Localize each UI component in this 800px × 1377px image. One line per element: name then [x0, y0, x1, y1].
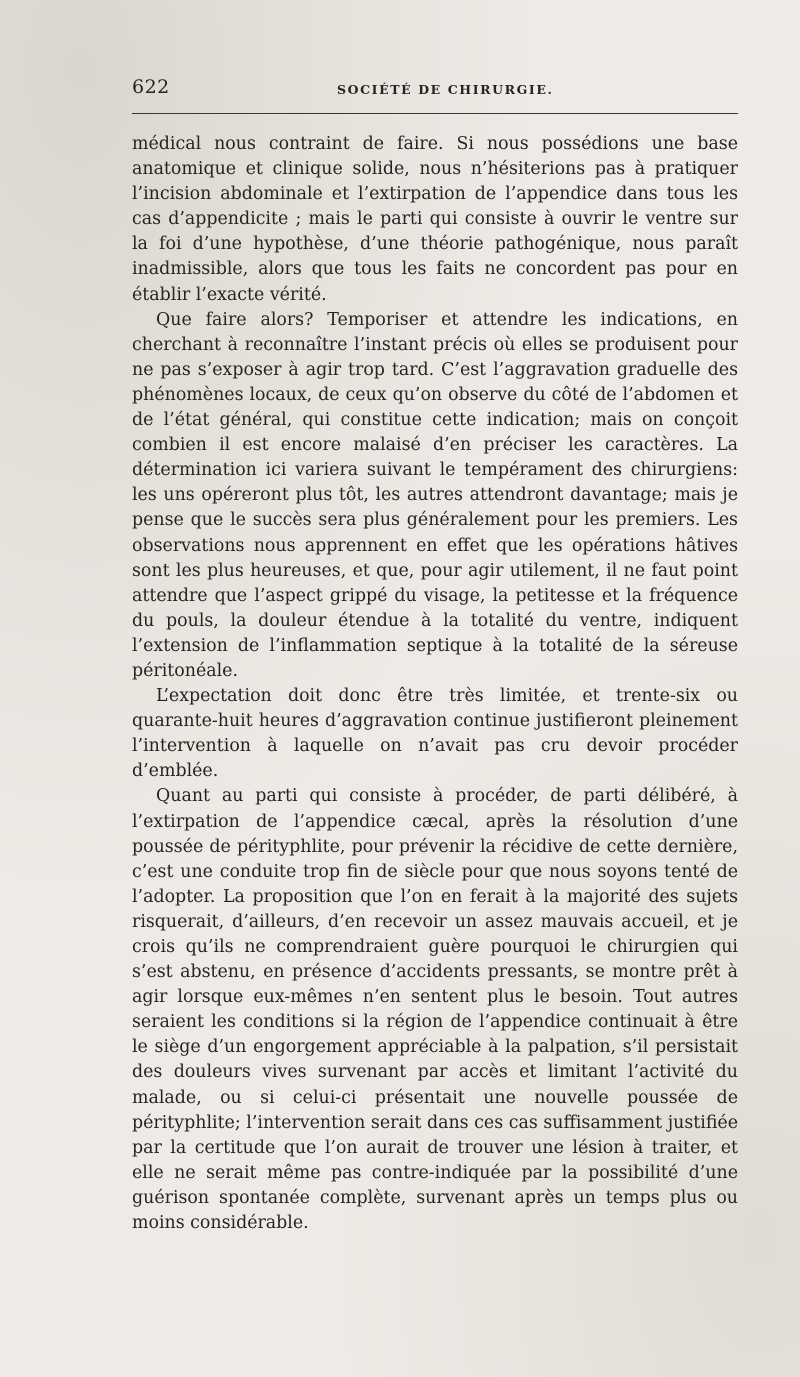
- paragraph-continuation: médical nous contraint de faire. Si nous possédions une base anatomique et clinique solide, nous n’hésiterions pas à pratiquer l’incision abdominale et l’extirpation de l’appendice dans tous les cas d’appendicite ; mais le parti qui consiste à ouvrir le ventre sur la foi d’une hypothèse, d’une théorie pathogénique, nous paraît inadmissible, alors que tous les faits ne concordent pas pour en établir l’exacte vérité.: [132, 134, 738, 305]
- paragraph: Quant au parti qui consiste à procéder, de parti délibéré, à l’extirpation de l’appendice cæcal, après la résolution d’une poussée de pérityphlite, pour prévenir la récidive de cette dernière, c’est une conduite trop fin de siècle pour que nous soyons tenté de l’adopter. La proposition que l’on en ferait à la majorité des sujets risquerait, d’ailleurs, d’en recevoir un assez mauvais accueil, et je crois qu’ils ne comprendraient guère pourquoi le chirurgien qui s’est abstenu, en présence d’accidents pressants, se montre prêt à agir lorsque eux-mêmes n’en sentent plus le besoin. Tout autres seraient les conditions si la région de l’appendice continuait à être le siège d’un engorgement appréciable à la palpation, s’il persistait des douleurs vives survenant par accès et limitant l’activité du malade, ou si celui-ci présentait une nouvelle poussée de pérityphlite; l’intervention serait dans ces cas suffisamment justifiée par la certitude que l’on aurait de trouver une lésion à traiter, et elle ne serait même pas contre-indiquée par la possibilité d’une guérison spontanée complète, survenant après un temps plus ou moins considérable.: [132, 786, 738, 1234]
- paragraph: L’expectation doit donc être très limitée, et trente-six ou quarante-huit heures d’aggravation continue justifieront pleinement l’intervention à laquelle on n’avait pas cru devoir procéder d’emblée.: [132, 686, 738, 782]
- body-text: [132, 132, 738, 1236]
- running-title: SOCIÉTÉ DE CHIRURGIE.: [337, 82, 554, 97]
- header-rule: [132, 113, 738, 114]
- page-number: 622: [132, 76, 170, 98]
- page-header: [132, 76, 738, 100]
- paragraph: Que faire alors? Temporiser et attendre les indications, en cherchant à reconnaître l’instant précis où elles se produisent pour ne pas s’exposer à agir trop tard. C’est l’aggravation graduelle des phénomènes locaux, de ceux qu’on observe du côté de l’abdomen et de l’état général, qui constitue cette indication; mais on conçoit combien il est encore malaisé d’en préciser les caractères. La détermination ici variera suivant le tempérament des chirurgiens: les uns opéreront plus tôt, les autres attendront davantage; mais je pense que le succès sera plus généralement pour les premiers. Les observations nous apprennent en effet que les opérations hâtives sont les plus heureuses, et que, pour agir utilement, il ne faut point attendre que l’aspect grippé du visage, la petitesse et la fréquence du pouls, la douleur étendue à la totalité du ventre, indiquent l’extension de l’inflammation septique à la totalité de la séreuse péritonéale.: [132, 309, 738, 681]
